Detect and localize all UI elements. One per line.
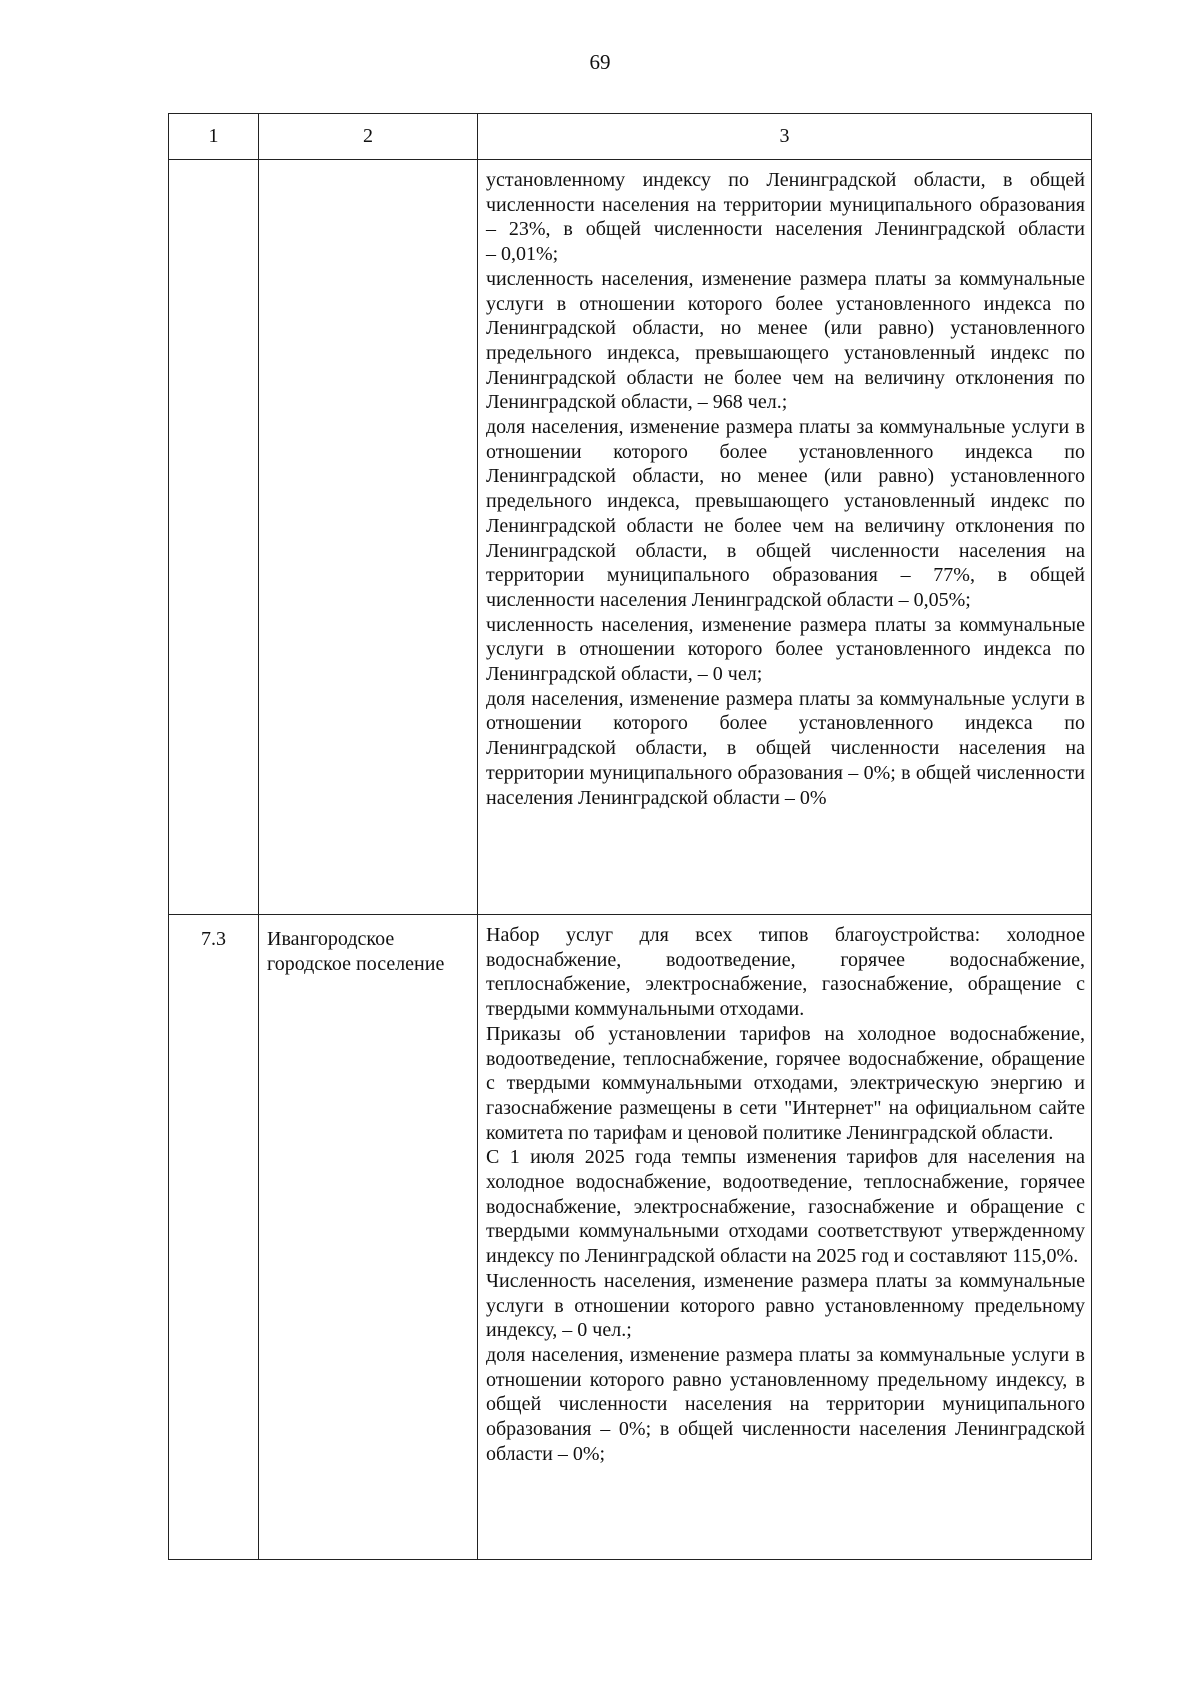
header-row (169, 114, 1092, 160)
table-row-continuation (169, 160, 1092, 915)
row-number (169, 160, 259, 915)
row-number: 7.3 (169, 915, 259, 1560)
description-paragraph: С 1 июля 2025 года темпы изменения тарифов для населения на холодное водоснабжение, водоотведение, теплоснабжение, горячее водоснабжение, электроснабжение, газоснабжение и обращение с твердыми коммунальными отходами соответствуют утвержденному индексу по Ленинградской области на 2025 год и составляют 115,0%. (486, 1146, 1085, 1268)
description-paragraph: – 0,01%; (486, 243, 559, 266)
description-paragraph: Численность населения, изменение размера платы за коммунальные услуги в отношении которого равно установленному предельному индексу, – 0 чел.; (486, 1269, 1085, 1342)
description-paragraph: установленному индексу по Ленинградской области, в общей численности населения на территории муниципального образования – 23%, в общей численности населения Ленинградской области (486, 169, 1085, 241)
description-paragraph: численность населения, изменение размера платы за коммунальные услуги в отношении которого более установленного индекса по Ленинградской области, но менее (или равно) установленного предельного индекса, превышающего установленный индекс по Ленинградской области не более чем на величину отклонения по Ленинградской области, – 968 чел.; (486, 267, 1085, 414)
description-cell (478, 915, 1092, 1560)
table-row-7-3 (169, 915, 1092, 1560)
description-paragraph: Набор услуг для всех типов благоустройства: холодное водоснабжение, водоотведение, горячее водоснабжение, теплоснабжение, электроснабжение, газоснабжение, обращение с твердыми коммунальными отходами. (486, 924, 1085, 1021)
page-number: 69 (589, 50, 611, 74)
description-cell (478, 160, 1092, 915)
document-table (168, 113, 1092, 1560)
table-header (169, 114, 1092, 160)
description-paragraph: доля населения, изменение размера платы за коммунальные услуги в отношении которого равно установленному предельному индексу, в общей численности населения на территории муниципального образования – 0%; в общей численности населения Ленинградской области – 0%; (486, 1343, 1085, 1465)
column-header-3: 3 (478, 114, 1092, 160)
description-paragraph: численность населения, изменение размера платы за коммунальные услуги в отношении которого более установленного индекса по Ленинградской области, – 0 чел; (486, 613, 1085, 686)
municipality-name: Ивангородское городское поселение (259, 915, 478, 1560)
column-header-1: 1 (169, 114, 259, 160)
description-paragraph: доля населения, изменение размера платы за коммунальные услуги в отношении которого более установленного индекса по Ленинградской области, в общей численности населения на территории муниципального образования – 0%; в общей численности населения Ленинградской области – 0% (486, 687, 1085, 809)
municipality-name (259, 160, 478, 915)
description-paragraph: Приказы об установлении тарифов на холодное водоснабжение, водоотведение, теплоснабжение, горячее водоснабжение, обращение с твердыми коммунальными отходами, электрическую энергию и газоснабжение размещены в сети "Интернет" на официальном сайте комитета по тарифам и ценовой политике Ленинградской области. (486, 1022, 1085, 1144)
column-header-2: 2 (259, 114, 478, 160)
description-paragraph: доля населения, изменение размера платы за коммунальные услуги в отношении которого более установленного индекса по Ленинградской области, но менее (или равно) установленного предельного индекса, превышающего установленный индекс по Ленинградской области не более чем на величину отклонения по Ленинградской области, в общей численности населения на территории муниципального образования – 77%, в общей численности населения Ленинградской области – 0,05%; (486, 416, 1085, 611)
